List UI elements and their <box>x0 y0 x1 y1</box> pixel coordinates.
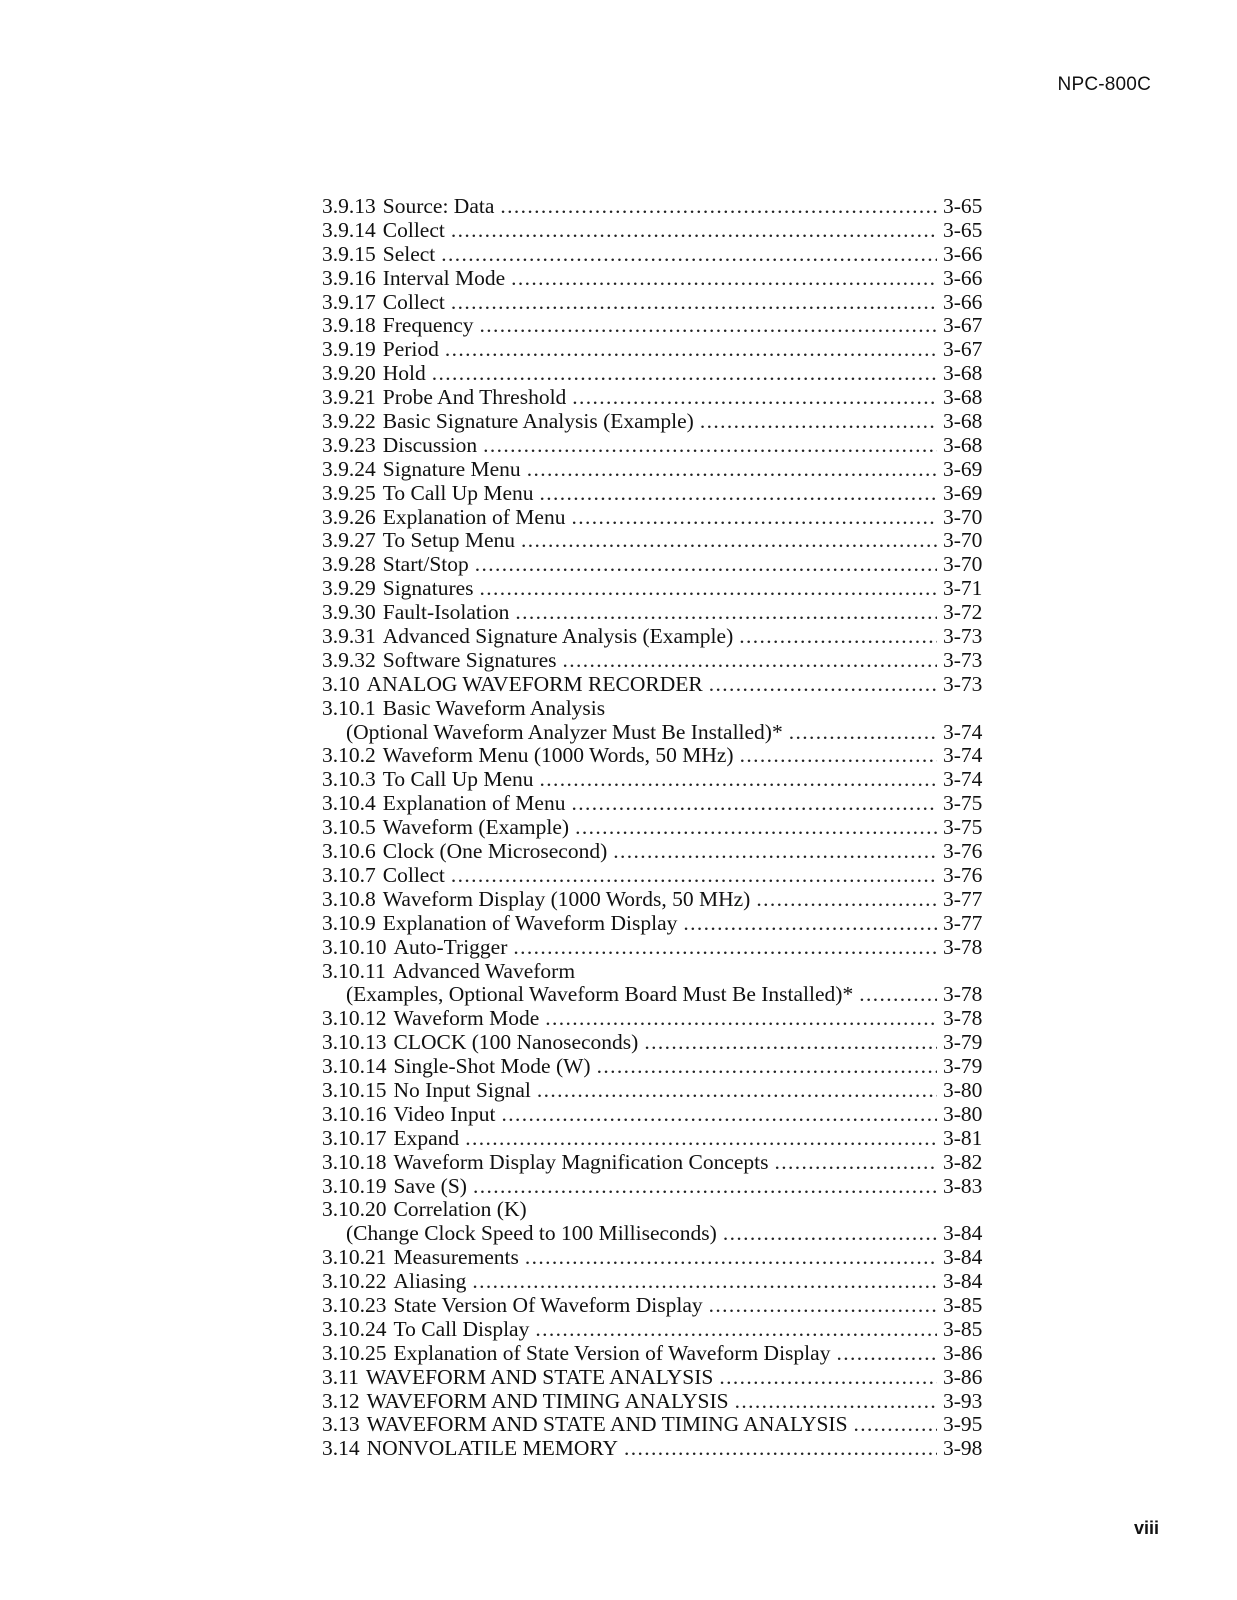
toc-entry-number: 3.9.20 <box>322 361 376 386</box>
dot-leader <box>775 1151 937 1175</box>
toc-entry <box>322 960 987 984</box>
dot-leader <box>756 888 937 912</box>
dot-leader <box>575 816 937 840</box>
toc-entry-page: 3-65 <box>943 217 983 242</box>
toc-entry-page: 3-78 <box>943 982 983 1007</box>
toc-entry-page: 3-81 <box>943 1125 983 1150</box>
toc-entry-number: 3.10.6 <box>322 839 376 864</box>
toc-entry <box>322 1007 987 1031</box>
toc-entry <box>322 936 987 960</box>
toc-entry-page: 3-93 <box>943 1388 983 1413</box>
toc-entry-number: 3.9.29 <box>322 576 376 601</box>
dot-leader <box>473 1175 937 1199</box>
toc-entry-title: To Setup Menu <box>382 528 516 553</box>
toc-entry-number: 3.9.30 <box>322 600 376 625</box>
toc-entry <box>322 267 987 291</box>
toc-entry-page: 3-73 <box>943 671 983 696</box>
toc-entry-page: 3-76 <box>943 839 983 864</box>
toc-entry <box>322 1246 987 1270</box>
toc-entry-page: 3-66 <box>943 289 983 314</box>
dot-leader <box>597 1055 937 1079</box>
toc-entry-number: 3.10.16 <box>322 1101 387 1126</box>
toc-entry-title: CLOCK (100 Nanoseconds) <box>393 1030 639 1055</box>
toc-entry-number: 3.10.13 <box>322 1030 387 1055</box>
dot-leader <box>537 1079 937 1103</box>
toc-entry-page: 3-74 <box>943 743 983 768</box>
toc-entry-page: 3-78 <box>943 934 983 959</box>
toc-entry-page: 3-70 <box>943 528 983 553</box>
toc-entry-page: 3-84 <box>943 1245 983 1270</box>
toc-entry <box>322 506 987 530</box>
dot-leader <box>540 768 937 792</box>
toc-entry <box>322 1318 987 1342</box>
dot-leader <box>432 362 937 386</box>
toc-entry <box>322 529 987 553</box>
toc-entry <box>322 482 987 506</box>
dot-leader <box>535 1318 937 1342</box>
dot-leader <box>502 1103 937 1127</box>
toc-entry-page: 3-72 <box>943 600 983 625</box>
toc-entry-title: Period <box>382 337 439 362</box>
table-of-contents <box>322 195 987 1461</box>
toc-entry <box>322 840 987 864</box>
toc-entry-page: 3-84 <box>943 1269 983 1294</box>
toc-entry-number: 3.10.5 <box>322 815 376 840</box>
toc-entry-number: 3.10 <box>322 671 360 696</box>
toc-entry-title: WAVEFORM AND STATE ANALYSIS <box>365 1364 714 1389</box>
toc-entry-page: 3-77 <box>943 886 983 911</box>
toc-entry-number: 3.10.10 <box>322 934 387 959</box>
toc-entry <box>322 792 987 816</box>
dot-leader <box>500 195 937 219</box>
toc-entry-title: Clock (One Microsecond) <box>382 839 608 864</box>
toc-entry <box>322 1198 987 1222</box>
toc-entry <box>322 291 987 315</box>
dot-leader <box>525 1246 937 1270</box>
toc-entry-page: 3-86 <box>943 1364 983 1389</box>
toc-entry <box>322 362 987 386</box>
toc-entry-title: Collect <box>382 217 445 242</box>
toc-entry-title: Waveform Mode <box>393 1006 540 1031</box>
toc-entry-number: 3.10.18 <box>322 1149 387 1174</box>
toc-entry-page: 3-77 <box>943 910 983 935</box>
toc-entry <box>322 1055 987 1079</box>
dot-leader <box>511 267 937 291</box>
toc-entry <box>322 744 987 768</box>
toc-entry-page: 3-83 <box>943 1173 983 1198</box>
toc-entry <box>322 1222 987 1246</box>
toc-entry-number: 3.10.20 <box>322 1197 387 1222</box>
toc-entry-page: 3-67 <box>943 313 983 338</box>
toc-entry-page: 3-85 <box>943 1316 983 1341</box>
dot-leader <box>472 1270 937 1294</box>
toc-entry-page: 3-67 <box>943 337 983 362</box>
toc-entry-number: 3.10.19 <box>322 1173 387 1198</box>
dot-leader <box>700 410 937 434</box>
toc-entry-title: Waveform Display (1000 Words, 50 MHz) <box>382 886 751 911</box>
toc-entry <box>322 912 987 936</box>
toc-entry-title: State Version Of Waveform Display <box>393 1292 703 1317</box>
toc-entry-page: 3-65 <box>943 194 983 218</box>
toc-entry-number: 3.9.21 <box>322 385 376 410</box>
toc-entry-page: 3-85 <box>943 1292 983 1317</box>
toc-entry-title: Basic Waveform Analysis <box>382 695 606 720</box>
toc-entry-page: 3-71 <box>943 576 983 601</box>
toc-entry-title: Discussion <box>382 432 478 457</box>
toc-entry-page: 3-68 <box>943 361 983 386</box>
toc-entry-title: Advanced Signature Analysis (Example) <box>382 624 734 649</box>
toc-entry <box>322 243 987 267</box>
toc-entry-title: Video Input <box>393 1101 496 1126</box>
dot-leader <box>859 983 937 1007</box>
dot-leader <box>475 553 937 577</box>
dot-leader <box>571 792 937 816</box>
dot-leader <box>683 912 937 936</box>
toc-entry <box>322 577 987 601</box>
toc-entry-page: 3-74 <box>943 719 983 744</box>
toc-entry-title: Source: Data <box>382 194 495 218</box>
toc-entry <box>322 458 987 482</box>
toc-entry-title: To Call Up Menu <box>382 767 534 792</box>
dot-leader <box>465 1127 937 1151</box>
toc-entry-title: Advanced Waveform <box>392 958 576 983</box>
toc-entry <box>322 768 987 792</box>
toc-entry-page: 3-69 <box>943 480 983 505</box>
toc-entry <box>322 1366 987 1390</box>
toc-entry-title: Explanation of Waveform Display <box>382 910 678 935</box>
dot-leader <box>739 625 937 649</box>
toc-entry-title: Aliasing <box>393 1269 467 1294</box>
toc-entry <box>322 888 987 912</box>
toc-entry-number: 3.10.23 <box>322 1292 387 1317</box>
dot-leader <box>445 338 937 362</box>
toc-entry-title: Signature Menu <box>382 456 521 481</box>
toc-entry-title: Start/Stop <box>382 552 469 577</box>
toc-entry-number: 3.10.14 <box>322 1054 387 1079</box>
toc-entry <box>322 816 987 840</box>
toc-entry-page: 3-80 <box>943 1101 983 1126</box>
toc-entry <box>322 219 987 243</box>
toc-entry <box>322 697 987 721</box>
toc-entry-title: (Change Clock Speed to 100 Milliseconds) <box>346 1221 717 1246</box>
toc-entry-page: 3-75 <box>943 815 983 840</box>
dot-leader <box>644 1031 937 1055</box>
toc-entry-page: 3-80 <box>943 1077 983 1102</box>
dot-leader <box>515 601 937 625</box>
toc-entry <box>322 553 987 577</box>
dot-leader <box>735 1390 937 1414</box>
toc-entry-page: 3-73 <box>943 647 983 672</box>
toc-entry-title: ANALOG WAVEFORM RECORDER <box>366 671 703 696</box>
toc-entry-number: 3.9.28 <box>322 552 376 577</box>
toc-entry <box>322 1151 987 1175</box>
toc-entry-title: Select <box>382 241 436 266</box>
toc-entry <box>322 1127 987 1151</box>
toc-entry-number: 3.11 <box>322 1364 359 1389</box>
toc-entry <box>322 625 987 649</box>
toc-entry-number: 3.13 <box>322 1412 360 1437</box>
dot-leader <box>451 219 937 243</box>
toc-entry <box>322 195 987 219</box>
toc-entry-page: 3-82 <box>943 1149 983 1174</box>
dot-leader <box>441 243 937 267</box>
toc-entry <box>322 386 987 410</box>
toc-entry-page: 3-74 <box>943 767 983 792</box>
toc-entry-number: 3.10.9 <box>322 910 376 935</box>
page-number: viii <box>1133 1518 1159 1538</box>
toc-entry <box>322 1294 987 1318</box>
toc-entry-title: Explanation of State Version of Waveform Display <box>393 1340 831 1365</box>
toc-entry-page: 3-79 <box>943 1054 983 1079</box>
toc-entry <box>322 1342 987 1366</box>
dot-leader <box>709 673 937 697</box>
toc-entry-number: 3.10.21 <box>322 1245 387 1270</box>
toc-entry-title: Waveform Menu (1000 Words, 50 MHz) <box>382 743 734 768</box>
toc-entry-title: To Call Up Menu <box>382 480 534 505</box>
toc-entry <box>322 721 987 745</box>
toc-entry-title: Measurements <box>393 1245 519 1270</box>
toc-entry-title: Signatures <box>382 576 474 601</box>
toc-entry-number: 3.9.23 <box>322 432 376 457</box>
toc-entry-page: 3-69 <box>943 456 983 481</box>
dot-leader <box>836 1342 937 1366</box>
toc-entry-number: 3.10.3 <box>322 767 376 792</box>
toc-entry-page: 3-79 <box>943 1030 983 1055</box>
toc-entry-number: 3.9.31 <box>322 624 376 649</box>
toc-entry-number: 3.10.15 <box>322 1077 387 1102</box>
dot-leader <box>740 744 937 768</box>
toc-entry-title: Hold <box>382 361 426 386</box>
dot-leader <box>789 721 937 745</box>
toc-entry-title: WAVEFORM AND STATE AND TIMING ANALYSIS <box>366 1412 848 1437</box>
toc-entry-number: 3.9.22 <box>322 409 376 434</box>
toc-entry <box>322 338 987 362</box>
toc-entry-title: Probe And Threshold <box>382 385 567 410</box>
toc-entry-page: 3-76 <box>943 862 983 887</box>
dot-leader <box>723 1222 937 1246</box>
toc-entry-title: Single-Shot Mode (W) <box>393 1054 591 1079</box>
toc-entry-title: Basic Signature Analysis (Example) <box>382 409 694 434</box>
toc-entry-title: Collect <box>382 862 445 887</box>
toc-entry-page: 3-73 <box>943 624 983 649</box>
dot-leader <box>854 1413 937 1437</box>
toc-entry-number: 3.9.27 <box>322 528 376 553</box>
toc-entry <box>322 601 987 625</box>
toc-entry <box>322 649 987 673</box>
toc-entry-number: 3.12 <box>322 1388 360 1413</box>
dot-leader <box>451 864 937 888</box>
dot-leader <box>480 314 938 338</box>
toc-entry <box>322 864 987 888</box>
toc-entry-page: 3-75 <box>943 791 983 816</box>
toc-entry-number: 3.10.4 <box>322 791 376 816</box>
toc-entry <box>322 434 987 458</box>
toc-entry-title: Software Signatures <box>382 647 557 672</box>
toc-entry-title: To Call Display <box>393 1316 530 1341</box>
toc-entry-page: 3-98 <box>943 1436 983 1461</box>
toc-entry-number: 3.9.25 <box>322 480 376 505</box>
toc-entry <box>322 1175 987 1199</box>
dot-leader <box>709 1294 937 1318</box>
toc-entry-page: 3-70 <box>943 552 983 577</box>
toc-entry-number: 3.14 <box>322 1436 360 1461</box>
dot-leader <box>624 1437 937 1461</box>
dot-leader <box>513 936 937 960</box>
toc-entry-page: 3-68 <box>943 432 983 457</box>
toc-entry-title: Explanation of Menu <box>382 504 566 529</box>
dot-leader <box>521 529 937 553</box>
toc-entry-number: 3.10.2 <box>322 743 376 768</box>
toc-entry <box>322 1103 987 1127</box>
toc-entry-number: 3.9.15 <box>322 241 376 266</box>
toc-entry-number: 3.9.14 <box>322 217 376 242</box>
toc-entry <box>322 410 987 434</box>
toc-entry-title: NONVOLATILE MEMORY <box>366 1436 619 1461</box>
toc-entry-page: 3-66 <box>943 265 983 290</box>
dot-leader <box>571 506 937 530</box>
toc-entry-number: 3.9.24 <box>322 456 376 481</box>
toc-entry-title: Fault-Isolation <box>382 600 510 625</box>
toc-entry-title: (Examples, Optional Waveform Board Must Be Installed)* <box>346 982 854 1007</box>
toc-entry-number: 3.10.8 <box>322 886 376 911</box>
toc-entry-title: Save (S) <box>393 1173 467 1198</box>
toc-entry-title: Correlation (K) <box>393 1197 527 1222</box>
toc-entry-page: 3-66 <box>943 241 983 266</box>
dot-leader <box>563 649 937 673</box>
toc-entry <box>322 673 987 697</box>
dot-leader <box>572 386 937 410</box>
dot-leader <box>719 1366 937 1390</box>
dot-leader <box>613 840 937 864</box>
toc-entry-number: 3.10.12 <box>322 1006 387 1031</box>
toc-entry <box>322 1437 987 1461</box>
toc-entry <box>322 1270 987 1294</box>
toc-entry-title: WAVEFORM AND TIMING ANALYSIS <box>366 1388 729 1413</box>
toc-entry-title: Waveform Display Magnification Concepts <box>393 1149 769 1174</box>
toc-entry-number: 3.9.17 <box>322 289 376 314</box>
toc-entry-number: 3.9.16 <box>322 265 376 290</box>
toc-entry-title: Explanation of Menu <box>382 791 566 816</box>
toc-entry-number: 3.9.32 <box>322 647 376 672</box>
dot-leader <box>451 291 937 315</box>
toc-entry-page: 3-68 <box>943 409 983 434</box>
toc-entry-page: 3-70 <box>943 504 983 529</box>
toc-entry-number: 3.10.1 <box>322 695 376 720</box>
toc-entry-title: (Optional Waveform Analyzer Must Be Installed)* <box>346 719 783 744</box>
toc-entry-number: 3.10.22 <box>322 1269 387 1294</box>
toc-entry-page: 3-84 <box>943 1221 983 1246</box>
toc-entry-page: 3-68 <box>943 385 983 410</box>
dot-leader <box>480 577 937 601</box>
toc-entry-title: Interval Mode <box>382 265 506 290</box>
dot-leader <box>483 434 937 458</box>
dot-leader <box>527 458 937 482</box>
toc-entry <box>322 1413 987 1437</box>
toc-entry-title: Collect <box>382 289 445 314</box>
toc-entry-page: 3-78 <box>943 1006 983 1031</box>
toc-entry-number: 3.9.13 <box>322 194 376 218</box>
toc-entry-number: 3.9.19 <box>322 337 376 362</box>
toc-entry <box>322 314 987 338</box>
document-code: NPC-800C <box>1057 74 1151 95</box>
toc-entry <box>322 1390 987 1414</box>
toc-entry <box>322 983 987 1007</box>
toc-entry-number: 3.10.25 <box>322 1340 387 1365</box>
toc-entry-page: 3-86 <box>943 1340 983 1365</box>
toc-entry-number: 3.10.11 <box>322 958 386 983</box>
toc-entry-number: 3.9.18 <box>322 313 376 338</box>
toc-entry-number: 3.9.26 <box>322 504 376 529</box>
toc-entry-number: 3.10.7 <box>322 862 376 887</box>
toc-entry-page: 3-95 <box>943 1412 983 1437</box>
dot-leader <box>540 482 937 506</box>
toc-entry-title: Waveform (Example) <box>382 815 570 840</box>
toc-entry-number: 3.10.17 <box>322 1125 387 1150</box>
toc-entry-number: 3.10.24 <box>322 1316 387 1341</box>
dot-leader <box>545 1007 937 1031</box>
toc-entry <box>322 1031 987 1055</box>
toc-entry-title: Auto-Trigger <box>393 934 508 959</box>
toc-entry-title: No Input Signal <box>393 1077 531 1102</box>
toc-entry-title: Frequency <box>382 313 474 338</box>
toc-entry <box>322 1079 987 1103</box>
toc-entry-title: Expand <box>393 1125 460 1150</box>
